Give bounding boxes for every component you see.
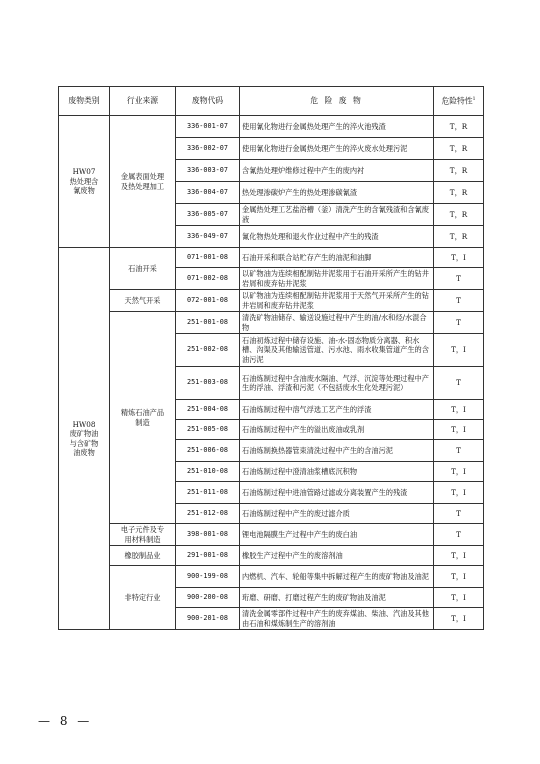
- hazard-property: T，I: [434, 248, 484, 268]
- waste-code: 072-001-08: [176, 290, 240, 312]
- waste-description: 内燃机、汽车、轮船等集中拆解过程产生的废矿物油及油泥: [240, 566, 434, 588]
- table-row: [59, 116, 484, 138]
- industry-oil-extraction: 石油开采: [110, 248, 176, 290]
- waste-description: 以矿物油为连续相配制钻井泥浆用于石油开采所产生的钻井岩屑和废弃钻井泥浆: [240, 268, 434, 290]
- waste-description: 石油开采和联合站贮存产生的油泥和油脚: [240, 248, 434, 268]
- waste-code: 900-199-08: [176, 566, 240, 588]
- category-hw08: HW08 废矿物油 与含矿物 油废物: [59, 248, 110, 630]
- page-number: — 8 —: [38, 714, 93, 728]
- hazard-property: T，I: [434, 546, 484, 566]
- industry-nonspecific: 非特定行业: [110, 566, 176, 630]
- hazard-property: T: [434, 268, 484, 290]
- hazard-property: T，I: [434, 334, 484, 367]
- hazard-property: T，I: [434, 482, 484, 504]
- waste-code: 251-005-08: [176, 420, 240, 440]
- waste-code: 251-003-08: [176, 367, 240, 400]
- waste-description: 以矿物油为连续相配制钻井泥浆用于天然气开采所产生的钻井岩屑和废弃钻井泥浆: [240, 290, 434, 312]
- waste-description: 珩磨、研磨、打磨过程产生的废矿物油及油泥: [240, 588, 434, 608]
- waste-description: 锂电池隔膜生产过程中产生的废白油: [240, 524, 434, 546]
- hazard-property: T，I: [434, 462, 484, 482]
- hazard-property: T，R: [434, 226, 484, 248]
- waste-code: 251-012-08: [176, 504, 240, 524]
- waste-description: 使用氰化物进行金属热处理产生的淬火池残渣: [240, 116, 434, 138]
- industry-rubber: 橡胶制品业: [110, 546, 176, 566]
- header-category: 废物类别: [59, 87, 110, 116]
- waste-code: 336-001-07: [176, 116, 240, 138]
- hazard-property: T，R: [434, 116, 484, 138]
- waste-code: 336-004-07: [176, 182, 240, 204]
- industry-metal-surface: 金属表面处理 及热处理加工: [110, 116, 176, 248]
- waste-code: 336-005-07: [176, 204, 240, 226]
- waste-code: 336-002-07: [176, 138, 240, 160]
- waste-description: 石油炼制过程中溶气浮选工艺产生的浮渣: [240, 400, 434, 420]
- header-row: [59, 87, 484, 116]
- industry-refining: 精炼石油产品 制造: [110, 312, 176, 524]
- waste-description: 石油炼制换热器管束清洗过程中产生的含油污泥: [240, 440, 434, 462]
- hazard-property: T，R: [434, 138, 484, 160]
- hazard-property: T，I: [434, 588, 484, 608]
- waste-description: 使用氰化物进行金属热处理产生的淬火废水处理污泥: [240, 138, 434, 160]
- waste-description: 金属热处理工艺盐浴槽（釜）清洗产生的含氰残渣和含氰废液: [240, 204, 434, 226]
- header-code: 废物代码: [176, 87, 240, 116]
- waste-description: 石油初炼过程中储存设施、油-水-固态物质分离器、积水槽、沟渠及其他输送管道、污水池、雨水收集管道产生的含油污泥: [240, 334, 434, 367]
- hazard-property: T: [434, 290, 484, 312]
- header-hazard: 危险特性$^1$: [434, 87, 484, 116]
- hazardous-waste-table: [58, 86, 484, 630]
- hazard-property: T: [434, 504, 484, 524]
- waste-code: 900-200-08: [176, 588, 240, 608]
- industry-gas-extraction: 天然气开采: [110, 290, 176, 312]
- waste-code: 900-201-08: [176, 608, 240, 630]
- waste-code: 336-049-07: [176, 226, 240, 248]
- table-row: [59, 312, 484, 334]
- waste-code: 251-010-08: [176, 462, 240, 482]
- hazard-footnote-mark: 1: [472, 97, 476, 103]
- hazard-property: T: [434, 367, 484, 400]
- hazard-property: T: [434, 524, 484, 546]
- waste-code: 251-002-08: [176, 334, 240, 367]
- table-row: [59, 566, 484, 588]
- waste-description: 热处理渗碳炉产生的热处理渗碳氰渣: [240, 182, 434, 204]
- waste-code: 398-001-08: [176, 524, 240, 546]
- waste-description: 石油炼制过程中产生的溢出废油或乳剂: [240, 420, 434, 440]
- header-industry: 行业来源: [110, 87, 176, 116]
- waste-code: 071-001-08: [176, 248, 240, 268]
- waste-code: 071-002-08: [176, 268, 240, 290]
- waste-description: 石油炼制过程中产生的废过滤介质: [240, 504, 434, 524]
- hazard-property: T，R: [434, 182, 484, 204]
- waste-code: 251-004-08: [176, 400, 240, 420]
- waste-description: 清洗矿物油储存、输送设施过程中产生的油/水和烃/水混合物: [240, 312, 434, 334]
- waste-description: 石油炼制过程中澄清油浆槽底沉积物: [240, 462, 434, 482]
- waste-code: 251-011-08: [176, 482, 240, 504]
- waste-code: 291-001-08: [176, 546, 240, 566]
- hazard-property: T，I: [434, 608, 484, 630]
- waste-description: 石油炼制过程中进油管路过滤或分离装置产生的残渣: [240, 482, 434, 504]
- waste-description: 氰化物热处理和退火作业过程中产生的残渣: [240, 226, 434, 248]
- category-hw07: HW07 热处理含 氰废物: [59, 116, 110, 248]
- hazard-property: T: [434, 312, 484, 334]
- table-row: [59, 290, 484, 312]
- waste-description: 石油炼制过程中含油废水隔油、气浮、沉淀等处理过程中产生的浮油、浮渣和污泥（不包括废水生化处理污泥）: [240, 367, 434, 400]
- industry-electronics: 电子元件及专 用材料制造: [110, 524, 176, 546]
- header-waste: 危 险 废 物: [240, 87, 434, 116]
- waste-code: 251-001-08: [176, 312, 240, 334]
- waste-description: 清洗金属零部件过程中产生的废弃煤油、柴油、汽油及其他由石油和煤炼制生产的溶剂油: [240, 608, 434, 630]
- waste-code: 336-003-07: [176, 160, 240, 182]
- hazard-property: T，I: [434, 566, 484, 588]
- hazard-property: T，I: [434, 420, 484, 440]
- waste-description: 含氰热处理炉维修过程中产生的废内衬: [240, 160, 434, 182]
- hazard-property: T，R: [434, 160, 484, 182]
- table-row: [59, 546, 484, 566]
- waste-code: 251-006-08: [176, 440, 240, 462]
- hazard-property: T，I: [434, 400, 484, 420]
- hazard-property: T，R: [434, 204, 484, 226]
- waste-description: 橡胶生产过程中产生的废溶剂油: [240, 546, 434, 566]
- table-row: [59, 524, 484, 546]
- table-row: [59, 248, 484, 268]
- hazard-property: T: [434, 440, 484, 462]
